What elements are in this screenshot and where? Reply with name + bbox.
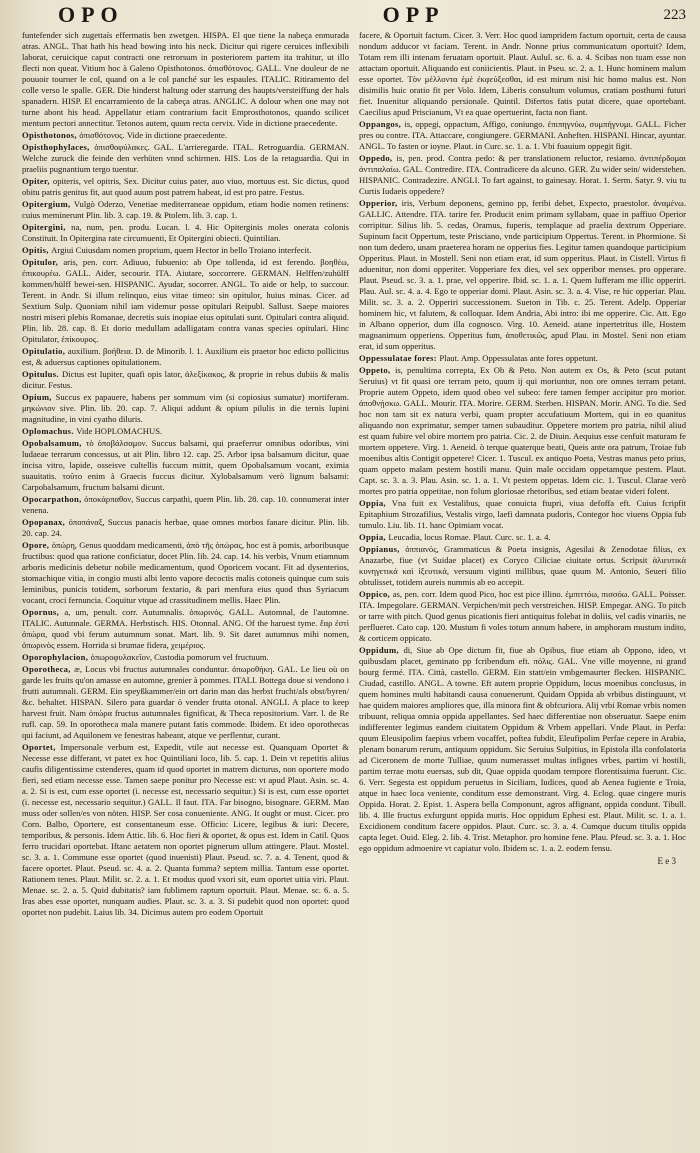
entry-text: iris, Verbum deponens, gemino pp, feribi debet, Expecto, praestolor. ἀναμένω. GALLIC. Attendre. ITA. tarire fer. Producit enim primam syllabam, quae in paffiuo Operior corripitur. Silius lib. 5. cedas, Oramus, fuperis, templaque ad praelia dextrum Opperiare. Supinum facit Oppertum, teste Prisciano, vnde participium Oppertus. Terent. in Phormione. Si non tum dedero, unam praeterea horam ne opperius fies. Legitur tamen quandoque participium Opperitus. Plaut. in Mostell. Seni non etiam erat, id sum opperitus. Plaut. in Cistell. Virtus fi aduenitur, non domi opperiter. Vopperiare fex dies, vel sex opperibor menses. pro opperare. Plaut. Pseud. sc. 3. a. 1. prae, vel opperire. Ibid. sc. 1. a. 1. Quem Iufferam me illic opperiri. Plau. Aul. sc. 4. a. 4. Ego te opperiar domi. Plaut. Asin. sc. 3. a. 4. Vise, re hic opperiar. Plau. Milit. sc. 3. a. 2. Opperiri successionem. Sueton in Tib. c. 25. Terent. Adelp. Opperiar hominem hic, vt falutem, & colloquar. Idem Andria, Abi intro: ibi me opperire. Cic. Att. Ego in Albano opperior, dum illa cognosco. Virg. 10. Aeneid. atane inpertetritus ille, Hostem magnanimum opperiens. Opperitus fum, ἀποθετικῶς, apud Plau. in Mostel. Seni non etiam erat, id sum opperitus. (359, 198, 686, 351)
entry-text: τὸ ὀποβάλσαμον. Succus balsami, qui praeferrur omnibus odoribus, vini ludaeae terrarum concessus, ut ait Plin. libro 12. cap. 25. Arbor ipsa balsamum dicitur, quae incisa vitro, lapide, osseisve cultellis fuccum mittit, quem Opobalsamum vocant, eximia suauitatis. τοῦτο enim à Graecis fuccus dicitur. Xylobalsamum verò lignum balsami: Carpobalsamum, fructum balsami dicunt. (22, 438, 349, 492)
entry-text: ὀππιανός, Grammaticus & Poeta insignis, Agesilai & Zenodotae filius, ex Anazarbe, fiue (vt Suidae placet) ex Coryco Ciliciae ciuitate ortus. Scripsit ἁλιευτικὰ κυνηγετικά καὶ ἰξευτικά, versuum viginti millibus, quae quum M. Antonio, Seueri filio obtulisset, totidem aureis nummis ab eo accepit. (359, 544, 686, 587)
entry-headword: Opore, (22, 540, 52, 550)
page-number: 223 (663, 7, 686, 23)
entry-headword: Oppedo, (359, 153, 397, 163)
dictionary-entry (22, 517, 349, 539)
entry-text: Plaut. Amp. Oppessulatas ante fores oppetunt. (439, 353, 598, 363)
entry-text: a, um, penult. corr. Autumnalis. ὀπωρινός. GALL. Automnal, de l'automne. ITALIC. Autunnale. GERMA. Herbstisch. HIS. Otonnal. ANG. Of the haruest tyme. ἔαρ ἐστὶ ὀπώρα, quod vbi ferum autumnum sonat. Mart. lib. 9. Sit daret autumnus mihi nomen, ὀπωρινὸς essem. Horrida si brumae fidera, χειμέριος. (22, 607, 349, 650)
dictionary-entry (22, 257, 349, 345)
entry-headword: Oppeto, (359, 365, 395, 375)
dictionary-entry (359, 645, 686, 854)
entry-headword: Opitis, (22, 245, 52, 255)
dictionary-entry (359, 353, 686, 364)
page-header (22, 4, 686, 28)
entry-text: Vulgò Oderzo, Venetiae mediterraneae oppidum, etiam hodie nomen retinens: cuius meminerunt Plin. lib. 3. cap. 19. & Ptolem. lib. 3. cap. 1. (22, 199, 349, 220)
entry-text: ὀπισθότονος. Vide in dictione praecedente. (79, 130, 228, 140)
entry-headword: Oporophylacion, (22, 652, 91, 662)
dictionary-entry (22, 438, 349, 493)
entry-text: Argiui Cuiusdam nomen proprium, quem Hector in bello Troiano interfecit. (51, 245, 312, 255)
entry-headword: Oppessulatae fores: (359, 353, 440, 363)
entry-text: Leucadia, locus Romae. Plaut. Curc. sc. 1. a. 4. (388, 532, 551, 542)
dictionary-entry (22, 199, 349, 221)
signature-mark: E e 3 (657, 856, 676, 866)
entry-text: ὀπισθοφύλακες. GAL. L'arrieregarde. ITAL. Retroguardia. GERMAN. Welche zuruck die feinde den verhüten vnnd schirmen. HIS. Los de la retaguardia. Qui in praeliis pugnantium tergo tuentur. (22, 142, 349, 174)
dictionary-entry (22, 369, 349, 391)
dictionary-entry (22, 540, 349, 606)
running-head-right: OPP (382, 2, 445, 27)
entry-headword: Opperior, (359, 198, 402, 208)
entry-text: is, penultima correpta, Ex Ob & Peto. Non autem ex Os, & Peto (scut putant Seruius) vt fit quasi ore terram peto, quum ij qui moriuntur, non ore omnes terram petant. Proprie autem Oppeto, idem quod obeo vel subeo: fere tamen femper accipitur pro morior. ἀποθνῄσκω. GALL. Mourir. ITA. Morire. GERM. Sterben. HISPAN. Morir. ANG. To die. Sed hoc non tam sit ex natura verbi, quam propter accufatiuum Mortem, qui in eo quanitus aliquando non exprimatur, semper tamen subauditur. Oppetere mortem pro patria, nihil aliud est quam fubire vel obire mortem pro patria. Cic. 2. de Diuin. Aequius esse cenfuit maturam fe mortem oppetere. Virg. 1. Aeneid. ò terque quaterque beati, Queis ante ora patrum, Troiae fub moenibus altis Contigit oppetere! Cicer. 1. Tuscul. ex antiquo Poeta, Vestras manus peto prius, quam oppeto malam pestem hostili manu. Quin male occidam oppetamque pestem. Plaut. Capt. sc. 3. a. 3. Plau. Asin. sc. 1. a. 1. Vt pestem oppetas. Idem cic. 1. Tuscul. Clarae verò mortes pro patria oppetitae, non folum gloriosae rhetoribus, sed etiam beatae videri folent. (359, 365, 686, 496)
entry-headword: Opitergium, (22, 199, 74, 209)
dictionary-entry (22, 426, 349, 437)
entry-headword: Opocarpathon, (22, 494, 85, 504)
text-columns (22, 30, 686, 1150)
entry-text: Succus ex papauere, habens per sommum vim (si copiosius sumatur) mortiferam. μηκώνιον sive. Plin. lib. 20. cap. 7. Aliqui addunt & opium pilulis in die ternis lupini magnitudine, in vini cyatho diluris. (22, 392, 349, 424)
entry-headword: Opitulatio, (22, 346, 68, 356)
dictionary-entry (359, 198, 686, 352)
entry-headword: Oporotheca, (22, 664, 75, 674)
entry-headword: Oppidum, (359, 645, 404, 655)
dictionary-entry (359, 153, 686, 197)
entry-headword: Oppianus, (359, 544, 406, 554)
entry-text: ὀποπάναξ, Succus panacis herbae, quae omnes morbos fanare dicitur. Plin. lib. 20. cap. 24. (22, 517, 349, 538)
entry-headword: Oportet, (22, 742, 61, 752)
entry-text: Vna fuit ex Vestalibus, quae conuicta ftupri, viua defoffa eft. Cuius fcripfit Epitaphium Strozafilius, Vestalis virgo, laefi damnata pudoris, Contegor hoc viuens Oppia fub tumulo. Liu. lib. 11. hanc Opimiam vocat. (359, 498, 686, 530)
entry-text: na, num, pen. produ. Lucan. l. 4. Hic Opiterginis moles onerata colonis Constituit. In Opitergina rate circumuenti, Et Opitergini obiecti. Quintilian. (22, 222, 349, 243)
entry-headword: Opitulor, (22, 257, 64, 267)
entry-text: ὀπώρη, Genus quoddam medicamenti, ἀπὸ τῆς ὀπώρας, hoc est à pomis, arboribusque fructibus: quod qua ratione conficiatur, docet Plin. lib. 24. cap. 14. his verbis, Vnum etiamnum arboris medicinis debetur nobile medicamentum, quod Oporicem vocant. Fit ad dysenterios, stomachique vitia, in congio musti albi lento vapore decoctis malis cotoneis quinque cum suis leminibus, punicis totidem, sorborum fextario, & pari menfura eius quod thus Syriacum vocant, croci fernuncia. Coquitur vtque ad crassitudinem mellis. Haec Plin. (22, 540, 349, 605)
entry-text: auxilium. βοήθεια. D. de Minorib. l. 1. Auxilium eis praetor hoc edicto pollicitus est, & aduersus captiones opitulationem. (22, 346, 349, 367)
entry-text: Dictus est Iupiter, quafi opis lator, ἀλεξίκακος, & proprie in rebus dubiis & malis dicitur. Festus. (22, 369, 349, 390)
entry-text: opiteris, vel opitris, Sex. Dicitur cuius pater, auo viuo, mortuus est. Sic dictus, quod obitu patris genitus fit, aut quod auum post patrem habeat, id est pro patre. Festus. (22, 176, 349, 197)
dictionary-entry (359, 589, 686, 644)
left-column (22, 30, 349, 1150)
dictionary-entry (22, 346, 349, 368)
entry-headword: Oppia, (359, 498, 392, 508)
entry-headword: Oppico, (359, 589, 393, 599)
entry-text: is, oppegi, oppactum, Affigo, coniungo. ἐπιπηγνύω, συμπήγνυμι. GALL. Ficher pres ou contre. ITA. Attaccare, congiungere. GERMANI. Anheften. HISPANI. Hincar, ayuntar. ANGL. To fasten or ioyne. Plaut. in Curc. sc. 1. a. 1. Vbi fuauium oppegit figit. (359, 119, 686, 151)
right-column (359, 30, 686, 1150)
dictionary-entry (359, 365, 686, 497)
entry-text: as, pen. corr. Idem quod Pico, hoc est pice illino. ἐμπιττόω, πισσόω. GALL. Poisser. ITA. Impegolare. GERMAN. Verpichen/mit pech verstreichen. HISP. Empegar. ANG. To pitch or tarre with pitch. Quod genus picationis fieri antiquitus folebat in doliis, vel cadis vinariis, ne perflueret. Cato cap. 120. Mustum fi voles totum annum habere, in amphoram mustum indito, & corticem oppicato. (359, 589, 686, 643)
entry-headword: Oppangos, (359, 119, 405, 129)
dictionary-entry (22, 652, 349, 663)
entry-text: ὀπωροφυλακεῖον, Custodia pomorum vel fructuum. (90, 652, 269, 662)
entry-headword: Opobalsamum, (22, 438, 86, 448)
entry-text: funtefender sich zugettaís effermatis ben zwetgen. HISPA. El que tiene la nabeça enmurada atras. ANGL. That hath his head bowing into his neck. Dicitur qui rigere ceruices inflexibili laborat, ceruicique caput contracti one retrorsum in posteriorem partem ita trahitur, ut illo flecti non queat. Vitium hoc à Galeno Opisthotonos. ὀπισθότονος. GALL. Vne douleur de ne pouuoir tourner le col, quand on a le col panché sur les espaules. ITALIC. Ritiramento del colle verso le spalle. GER. Die hinderst haltung oder starrung des haupts/versteiffung der hals spanadern. HISP. El encarramiento de la cabeça atras. ANGLIC. A dolour when one may not turne abont his head. Appellatur etiam contrarium facit Emprosthotonos, quando scilicet mentum pectori annectitur. Tetonos autem, quum recta cervix. Vide in dictione praecedente. (22, 30, 349, 128)
dictionary-entry (22, 392, 349, 425)
dictionary-entry (22, 607, 349, 651)
entry-headword: Oplomachus. (22, 426, 77, 436)
dictionary-entry (22, 494, 349, 516)
entry-headword: Opisthophylaces, (22, 142, 95, 152)
entry-headword: Opopanax, (22, 517, 69, 527)
entry-headword: Opitergini, (22, 222, 72, 232)
running-head-left: OPO (58, 2, 124, 27)
entry-text: aris, pen. corr. Adiuuo, fubuenio: ab Ope tollenda, id est ferendo. βοηθέω, ἐπικουρέω. GALL. Aider, secourir. ITA. Aiutare, soccorrere. GERMAN. Helffen/zuhülff kommen/hülff bewei-sen. HISPANIC. Ayudar, socorrer. ANGL. To aide or help, to succour. Terent. in Andr. Si illum relinquo, eius vitae timeo: sin opitulor, huius minas. Cicer. ad Sextium Sulp. Quoniam nihil iam videmur posse opitulari Reipubl. Sallust. Saepe maiores nostri miseri plebis Romanae, decretis suis inopiae eius opitulati sunt. Opitulari contra aliquid. Plin. lib. 28. cap. 8. Et dorio medullam adalligatam contra vanas species opitulari. Hinc Opitulator, ἐπίκουρος. (22, 257, 349, 344)
dictionary-entry (22, 664, 349, 741)
entry-text: facere, & Oportuit factum. Cicer. 3. Verr. Hoc quod iampridem factum oportuit, certa de causa nondum adducor vt faciam. Terent. in Andr. Nonne prius communicatum oportuit? Idem, Totam rem illi intenam feruatam oportuit. Plaut. Aulul. sc. 6. a. 4. Scibas non tuam esse non attactam oportuit. Aliquando est coniicientis. Plaut. in Pseu. sc. 2. a. 1. Hunc hominem malum esse oportet. Τὸν μέλλοντα ἐμὲ ἐκφεύξεσθαι, id est mirum nisi hic homo malus est. Non disimilis huic oratio fit per Volo. Idem, Liberis consultum volumus, cratiam posthumi futuri fiet. Inuenitur aliquando persionale. Quintil. Difertos fatis putat dicere, quae oportebant. Caecilius apud Priscianum, Vt ea quae opertuerint, facta non fiant. (359, 30, 686, 117)
dictionary-entry (359, 119, 686, 152)
dictionary-entry (22, 30, 349, 129)
dictionary-entry (22, 142, 349, 175)
entry-headword: Opornus, (22, 607, 65, 617)
entry-text: di, Siue ab Ope dictum fit, fiue ab Opibus, fiue etiam ab Oppono, ideo, vt quibusdam placet, geminato pp fcribendum eft. πόλις. GAL. Vne ville moyenne, ni grand bourg fermé. ITA. Città, castello. GERM. Ein statt/ein vmbgemaurter flecken. HISPANIC. Ciudad, castillo. ANGL. A towne. Eft autem proprie Oppidum, locus moenibus conclusus, in quem homines multi habitandi causa conuenerunt. Quidam Oppida ab vrbibus distinguunt, vt hae quidem maiores ampliores que, illa minora fint & obfcuriora. Alij vrbi Romae vrbis nomen tribuunt, reliqua omnia oppida appellantes. Sed haec differentiae non obseruatur. Saepe enim indifferenter legimus eandem ciuitatem Oppidum & Vrbem appellari. Vnde Plaut. in Perfa: quum Eleusipolim faepius vrbem vocaffet, poftea fubdit, Eleufipolim Perfae cepere in Arabia, plenam bonarum rerum, antiquum oppidum. Sic Seruius Sulpitius, in Epistola illa confolatoria ad Ciceronem de morte Tulliae, quum numerasset multas infignes vrbes, partim vi hostili, partim terrae motu euersas, sub dit, Quae oppida quodam tempore florentissima fuerunt. Cic. 6. Verr. Segesta est oppidum peruetus in Siciliam, Iudices, quod ab Aenea fugiente e Troia, atque in haec loca veniente, conditum esse demonstrant. Virg. 4. Eclog. quae cingere muris Oppida. Horat. 2. Epist. 1. Aspera bella Componunt, agros affignant, oppida condunt. Tibull. lib. 4. Ille fructus exfurgunt oppida muris. Hoc oppidum Ephesi est. Plaut. Milit. sc. 1. a. 1. Excidionem conditum facere oppidos. Plaut. Curc. sc. 3. a. 4. Cumque ducum titulis oppida capta leget. Ouid. Eleg. 2. lib. 4. Trist. Metaphor. pro homine fene. Plau. Pfeud. sc. 3. a. 1. Hoc ego oppidum admoenire vt capiatur volo. Ibidem sc. 1. a. 2. eodem fensu. (359, 645, 686, 853)
entry-headword: Opitulus. (22, 369, 62, 379)
dictionary-entry (22, 742, 349, 918)
dictionary-entry (359, 544, 686, 588)
entry-text: is, pen. prod. Contra pedo: & per translationem reluctor, resiamo. ἀντιπέρδομαι ἀντιπαλαίω. GAL. Contredire. ITA. Contradicere da alcuno. GER. Zu wider sein/ widerstehen. HISPANIC. Contradezire. ANGLI. To fart against, to gainesay. Horat. 1. Serm. Satyr. 9. viu tu Curtis Iudaeis oppedere? (359, 153, 686, 196)
dictionary-entry (359, 30, 686, 118)
dictionary-entry (22, 222, 349, 244)
entry-text: Vide HOPLOMACHUS. (76, 426, 163, 436)
dictionary-entry (22, 130, 349, 141)
dictionary-entry (359, 498, 686, 531)
entry-headword: Oppia, (359, 532, 389, 542)
dictionary-entry (359, 532, 686, 543)
dictionary-entry (22, 245, 349, 256)
entry-text: ὀποκάρπαθον, Succus carpathi, quem Plin. lib. 28. cap. 10. connumerat inter venena. (22, 494, 349, 515)
dictionary-entry (22, 176, 349, 198)
entry-headword: Opiter, (22, 176, 53, 186)
entry-text: æ, Locus vbi fructus autumnales conduntur. ὀπωροθήκη. GAL. Le lieu où on garde les fruits qu'on amasse en automne, grenier à pommes. ITALI. Bottega doue si vendono i frutti autumnali. GERM. Ein speyßkammer/ein ort darin man das herbst frucht/als obst/byren/ &c. behaltet. HISPAN. Silero para guardar ò vender frutta otonal. ANGLI. A place to keep harvest fruit. Nam ὀπώρα fructus autumnales fignificat, & Theca repositorium. Varr. l. de Re rufl. cap. 59. In oporotheca mala manere putant fatis commode. Ibidem. Et ideo oporothecas qui faciunt, ad Aquilonem ve fenestras habeant, atque ve perflentur, curant. (22, 664, 349, 740)
entry-headword: Opisthotonos, (22, 130, 80, 140)
entry-text: Impersonale verbum est, Expedit, vtile aut necesse est. Quanquam Oportet & Necesse esse differant, vt patet ex hoc Quintiliani loco, lib. 5. cap. 1. Dein vt repetitis aliius caufis diligentissime cstenderes, quam id quod oportet in matrem dicturus, non oportere modo fieri, sed etiam necesse esse. Tamen saepe ponitur pro Necesse est: vt apud Plaut. Asin. sc. 4. a. 2. Si is est, cum esse oportet (i. necesse est, necessario sequitur.) Si is est, cum esse oportet (i. necesse est, necessario sequitur.) GALL. Il faut. ITA. Far bisogno, bisognare. GERM. Man muss oder sollen/es von nöten. HISP. Ser cosa conueniente. ANG. It ought or must. Cicer. pro Corn. Balbo, Oportere, est consentaneum esse. Officio: Licere, legibus & iuri: Decere, temporibus, & personis. Idem Attic. lib. 6. Hoc fieri & oportet, & opus est. Idem in Catil. Quos ferro trucidari oportebat. Iftanc aetatem non oportet pignerum ullum attingere. Plaut. Mostel. sc. 3. a. 1. Commune esse oportet (quod inuenisti) Plaut. Pseud. sc. 7. a. 4. Tenent, quod & facere oportet. Plaut. Pseud. sc. 4. a. 2. Quanta fumma? septem millia. Tantum esse oportet. Rationem tenes. Plaut. Milit. sc. 2. a. 1. Et modus quod vxori sit, eum oportet uitia viri. Plaut. Menae. sc. 2. a. 5. Quid dubitatis? iam fublimem raptum oportuit. Plaut. Menae. sc. 6. a. 5. Iras abes esse oportet, nunquam audies. Plaut. sc. 3. a. 3. Si pudebit quod non oportet: quod oportet non pudebit. Laius lib. 34. Dicimus autem pro eodem Oportuit (22, 742, 349, 917)
entry-headword: Opium, (22, 392, 56, 402)
